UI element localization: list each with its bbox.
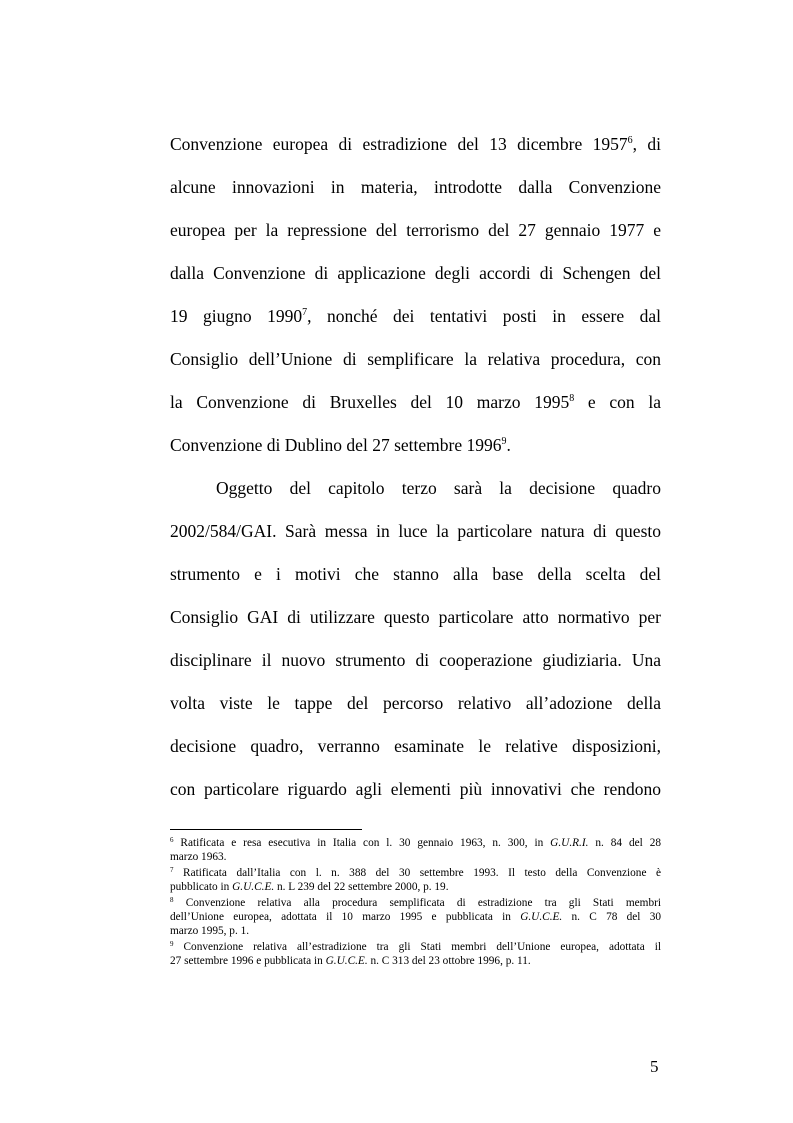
footnote-line: marzo 1963.: [170, 851, 227, 863]
footnote-line: $^9$ Convenzione relativa all’estradizione tra gli Stati membri dell’Unione europea, adottata il: [170, 940, 661, 953]
body-line: europea per la repressione del terrorismo del 27 gennaio 1977 e: [170, 220, 661, 240]
footnote-line: dell’Unione europea, adottata il 10 marzo 1995 e pubblicata in G.U.C.E. n. C 78 del 30: [170, 911, 661, 923]
body-line: con particolare riguardo agli elementi più innovativi che rendono: [170, 779, 661, 799]
body-line: Convenzione di Dublino del 27 settembre 1996$^9$.: [170, 435, 511, 455]
footnote-number: 6: [170, 836, 174, 844]
body-line: alcune innovazioni in materia, introdotte dalla Convenzione: [170, 177, 661, 197]
footnote-ref: 8: [569, 393, 575, 404]
footnote-line: $^7$ Ratificata dall’Italia con l. n. 388 del 30 settembre 1993. Il testo della Convenzione è: [170, 866, 662, 879]
footnote-number: 9: [170, 940, 174, 948]
body-line: dalla Convenzione di applicazione degli accordi di Schengen del: [170, 263, 661, 283]
body-line: 19 giugno 1990$^7$, nonché dei tentativi posti in essere dal: [170, 306, 661, 326]
footnote-line: marzo 1995, p. 1.: [170, 925, 250, 937]
footnote-ref: 7: [302, 307, 308, 318]
body-line: decisione quadro, verranno esaminate le relative disposizioni,: [170, 736, 661, 756]
body-line: Oggetto del capitolo terzo sarà la decisione quadro: [216, 478, 661, 498]
body-line: Consiglio GAI di utilizzare questo particolare atto normativo per: [170, 607, 661, 627]
footnote-ref: 6: [627, 135, 633, 146]
body-line: disciplinare il nuovo strumento di cooperazione giudiziaria. Una: [170, 650, 661, 670]
footnote-separator: [170, 829, 362, 830]
body-line: Convenzione europea di estradizione del 13 dicembre 1957$^6$, di: [170, 134, 661, 154]
footnote-line: pubblicato in G.U.C.E. n. L 239 del 22 settembre 2000, p. 19.: [170, 881, 449, 893]
footnote-number: 8: [170, 896, 174, 904]
body-line: Consiglio dell’Unione di semplificare la relativa procedura, con: [170, 349, 661, 369]
body-line: la Convenzione di Bruxelles del 10 marzo 1995$^8$ e con la: [170, 392, 661, 412]
body-line: 2002/584/GAI. Sarà messa in luce la particolare natura di questo: [170, 521, 661, 541]
page-number: 5: [650, 1057, 659, 1076]
body-line: volta viste le tappe del percorso relativo all’adozione della: [170, 693, 661, 713]
footnote-line: $^6$ Ratificata e resa esecutiva in Italia con l. 30 gennaio 1963, n. 300, in G.U.R.I. n. 84 del 28: [170, 836, 661, 849]
footnote-number: 7: [170, 866, 174, 874]
footnote-line: 27 settembre 1996 e pubblicata in G.U.C.E. n. C 313 del 23 ottobre 1996, p. 11.: [170, 955, 531, 967]
footnote-line: $^8$ Convenzione relativa alla procedura semplificata di estradizione tra gli Stati membri: [170, 896, 661, 909]
body-line: strumento e i motivi che stanno alla base della scelta del: [170, 564, 661, 584]
footnote-ref: 9: [501, 436, 507, 447]
